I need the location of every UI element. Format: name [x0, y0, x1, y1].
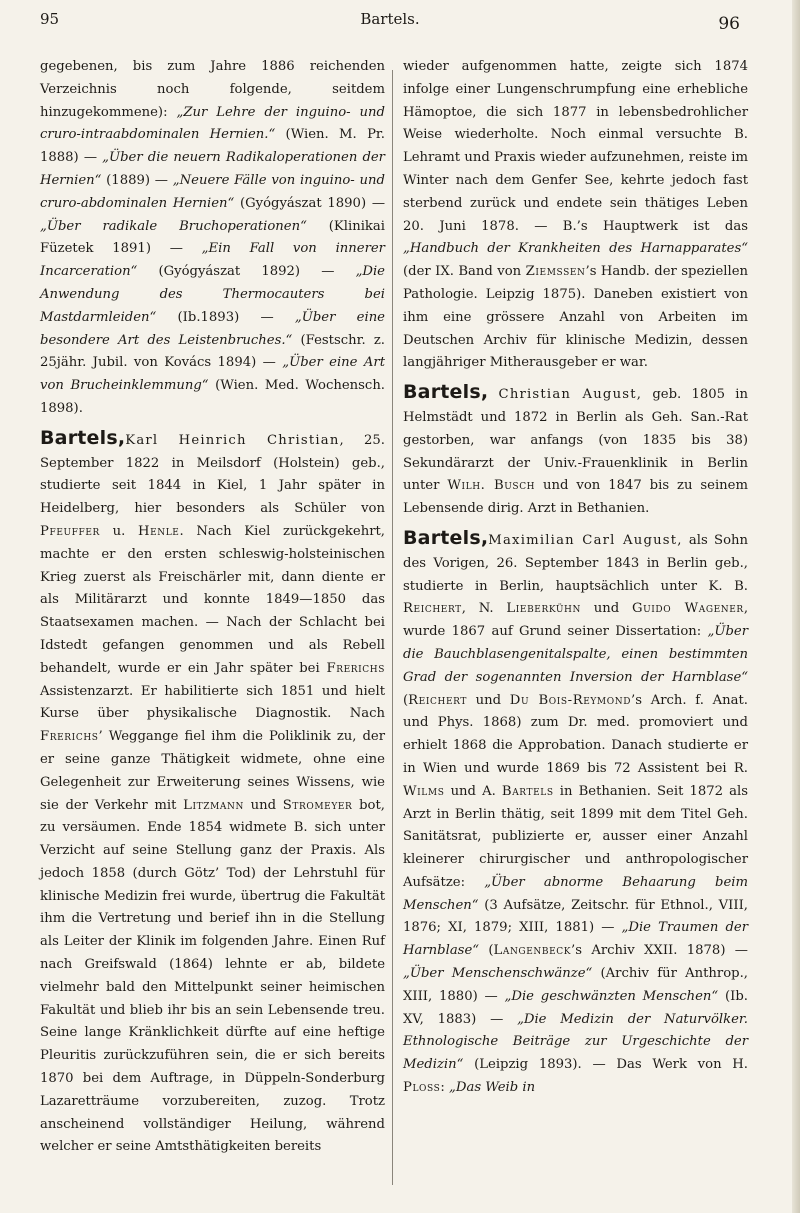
left-column	[40, 56, 385, 1159]
text-run: als Sohn des Vorigen, 26. September 1843 in Berlin geb., studierte in Berlin, hauptsächlich unter K. B.	[403, 532, 748, 594]
work-title: „Die geschwänzten Menschen“	[504, 988, 719, 1004]
running-head: Bartels.	[360, 10, 420, 28]
work-title: „Über eine besondere Art des Leistenbruches.“	[40, 309, 385, 348]
column-divider	[392, 70, 393, 1185]
work-title: „Die Traumen der Harnblase“	[403, 920, 748, 959]
work-title: „Die Medizin der Naturvölker. Ethnologische Beiträge zur Urgeschichte der Medizin“	[403, 1011, 748, 1073]
text-run: 25. September 1822 in Meilsdorf (Holstein) geb., studierte seit 1844 in Kiel, 1 Jahr später in Heidelberg, hier besonders als Schüler von	[40, 432, 385, 517]
work-title: „Über die neuern Radikaloperationen der Hernien“	[40, 150, 385, 188]
page-number-left: 95	[40, 10, 60, 28]
entry-bartels-christian	[403, 381, 748, 521]
text-run: (Ib.1893) —	[156, 309, 295, 325]
text-run: ’s Handb. der speziellen Pathologie. Leipzig 1875). Daneben existiert von ihm eine grössere Anzahl von Arbeiten im Deutschen Archiv für klinische Medizin, dessen langjähriger Mitherausgeber er war.	[403, 264, 749, 371]
text-run: geb. 1805 in Helmstädt und 1872 in Berlin als Geh. San.-Rat gestorben, war anfangs (von 1835 bis 38) Sekundärarzt der Univ.-Frauenklinik in Berlin unter	[403, 387, 748, 494]
person-name: Du Bois-Reymond	[509, 692, 632, 708]
page-edge-shadow	[792, 0, 800, 1213]
text-run: und	[466, 692, 510, 708]
text-run: ’s Archiv XXII. 1878) —	[571, 943, 748, 959]
text-run: gegebenen, bis zum Jahre 1886 reichenden Verzeichnis noch folgende, seitdem hinzugekommene):	[40, 59, 385, 120]
work-title: „Über Menschenschwänze“	[403, 966, 593, 982]
text-run: Assistenzarzt. Er habilitierte sich 1851 und hielt Kurse über physikalische Diagnostik. Nach	[40, 683, 385, 722]
text-run: (der IX. Band von	[403, 264, 526, 280]
text-run: (Gyógyászat 1890) —	[234, 195, 386, 211]
person-name: Bartels	[501, 783, 554, 799]
work-title: „Die Anwendung des Thermocauters bei Mastdarmleiden“	[40, 264, 385, 325]
entry-headword: Bartels,	[403, 381, 489, 404]
person-name: Wilh. Busch	[447, 478, 536, 494]
text-run: (	[479, 943, 494, 959]
work-title: „Zur Lehre der inguino- und cruro-intraabdominalen Hernien.“	[40, 104, 385, 143]
entry-given-names: Karl Heinrich Christian,	[125, 432, 345, 448]
text-run: (Gyógyászat 1892) —	[137, 264, 356, 280]
work-title: „Neuere Fälle von inguino- und cruro-abdominalen Hernien“	[40, 172, 385, 211]
person-name: Litzmann	[183, 797, 244, 813]
work-title: „Über radikale Bruchoperationen“	[40, 218, 307, 234]
text-run: (Ib. XV, 1883) —	[403, 988, 748, 1027]
text-run: in Bethanien. Seit 1872 als Arzt in Berlin thätig, seit 1899 mit dem Titel Geh. Sanitätsrat, publizierte er, ausser einer Anzahl kleinerer chirurgischer und anthropologischer Aufsätze:	[403, 783, 748, 890]
text-run: (Wien. M. Pr. 1888) —	[40, 127, 385, 166]
person-name: Stromeyer	[282, 797, 353, 813]
entry-bartels-maximilian	[403, 527, 748, 1100]
continued-paragraph	[403, 56, 748, 375]
entry-headword: Bartels,	[403, 526, 489, 549]
text-run: , wurde 1867 auf Grund seiner Dissertation:	[403, 601, 749, 640]
person-name: Ploss	[403, 1080, 441, 1096]
continued-paragraph	[40, 56, 385, 421]
text-run: wieder aufgenommen hatte, zeigte sich 1874 infolge einer Lungenschrumpfung eine erhebliche Hämoptoe, die sich 1877 in lebensbedrohlicher Weise wiederholte. Noch einmal versuchte B. Lehramt und Praxis wieder aufzunehmen, reiste im Winter nach dem Genfer See, kehrte jedoch fast sterbend zurück und endete sein thätiges Leben 20. Juni 1878. — B.’s Hauptwerk ist das	[403, 59, 748, 234]
page-number-right: 96	[718, 14, 740, 34]
text-run: und A.	[444, 783, 502, 799]
person-name: Guido Wagener	[631, 601, 744, 617]
text-run: (Leipzig 1893). — Das Werk von H.	[463, 1057, 748, 1073]
text-run: (Wien. Med. Wochensch. 1898).	[40, 378, 386, 416]
person-name: Langenbeck	[493, 943, 572, 959]
text-run: und	[580, 601, 632, 617]
text-run: (3 Aufsätze, Zeitschr. für Ethnol., VIII, 1876; XI, 1879; XIII, 1881) —	[403, 897, 748, 936]
person-name: Reichert	[408, 692, 467, 708]
text-run: bot, zu versäumen. Ende 1854 widmete B. sich unter Verzicht auf seine Stellung ganz der Praxis. Als jedoch 1858 (durch Götz’ Tod) der Lehrstuhl für klinische Medizin frei wurde, übertrug die Fakultät ihm die Vertretung und berief ihn in die Stellung als Leiter der Klinik im folgenden Jahre. Einen Ruf nach Greifswald (1864) lehnte er ab, bildete vielmehr bald den Mittelpunkt seiner heimischen Fakultät und blieb ihr bis an sein Lebensende treu. Seine lange Kränklichkeit dürfte auf eine heftige Pleuritis zurückzuführen sein, die er sich bereits 1870 bei dem Auftrage, in Düppeln-Sonderburg Lazaretträume vorzubereiten, zuzog. Trotz anscheinend vollständiger Heilung, während welcher er seine Amtsthätigkeiten bereits	[40, 797, 385, 1155]
text-run: , N.	[461, 601, 507, 617]
work-title: „Ein Fall von innerer Incarceration“	[40, 241, 385, 280]
person-name: Pfeuffer	[40, 523, 100, 539]
work-title: „Über die Bauchblasengenitalspalte, einen bestimmten Grad der sogenannten Inversion der Harnblase“	[403, 624, 748, 685]
text-run: . Nach Kiel zurückgekehrt, machte er den ersten schleswig-holsteinischen Krieg zuerst als Freischärler mit, dann diente er als Militärarzt und konnte 1849—1850 das Staatsexamen machen. — Nach der Schlacht bei Idstedt gefangen genommen und als Rebell behandelt, wurde er ein Jahr später bei	[40, 523, 385, 676]
person-name: Henle	[137, 523, 180, 539]
text-run: (Klinikai Füzetek 1891) —	[40, 218, 385, 257]
entry-given-names: Christian August,	[498, 387, 643, 403]
entry-bartels-karl	[40, 427, 385, 1160]
text-run: und	[243, 797, 283, 813]
text-run: :	[440, 1080, 450, 1096]
page-header	[40, 10, 740, 40]
person-name: Reichert	[403, 601, 462, 617]
text-run: (Archiv für Anthrop., XIII, 1880) —	[403, 966, 748, 1004]
text-run: (Festschr. z. 25jähr. Jubil. von Kovács 1894) —	[40, 332, 385, 371]
text-run: (	[403, 692, 409, 708]
work-title: „Über eine Art von Brucheinklemmung“	[40, 355, 386, 394]
work-title: „Das Weib in	[449, 1080, 536, 1096]
work-title: „Über abnorme Behaarung beim Menschen“	[403, 874, 748, 913]
text-run: ’ Weggange fiel ihm die Poliklinik zu, der er seine ganze Thätigkeit widmete, ohne eine Gelegenheit zur Erweiterung seines Wissens, wie sie der Verkehr mit	[40, 729, 385, 813]
person-name: Lieberkühn	[506, 601, 581, 617]
text-run: ’s Arch. f. Anat. und Phys. 1868) zum Dr. med. promoviert und erhielt 1868 die Approbation. Danach studierte er in Wien und wurde 1869 bis 72 Assistent bei R.	[403, 692, 748, 776]
person-name: Frerichs	[326, 660, 385, 676]
text-run: und von 1847 bis zu seinem Lebensende dirig. Arzt in Bethanien.	[403, 478, 748, 517]
entry-headword: Bartels,	[40, 426, 126, 449]
person-name: Ziemssen	[525, 264, 586, 280]
person-name: Wilms	[403, 783, 445, 799]
text-run: u.	[99, 523, 138, 539]
work-title: „Handbuch der Krankheiten des Harnapparates“	[403, 241, 748, 257]
person-name: Frerichs	[40, 729, 99, 745]
text-run: (1889) —	[101, 172, 173, 188]
entry-given-names: Maximilian Carl August,	[488, 532, 683, 548]
right-column	[403, 56, 748, 1100]
